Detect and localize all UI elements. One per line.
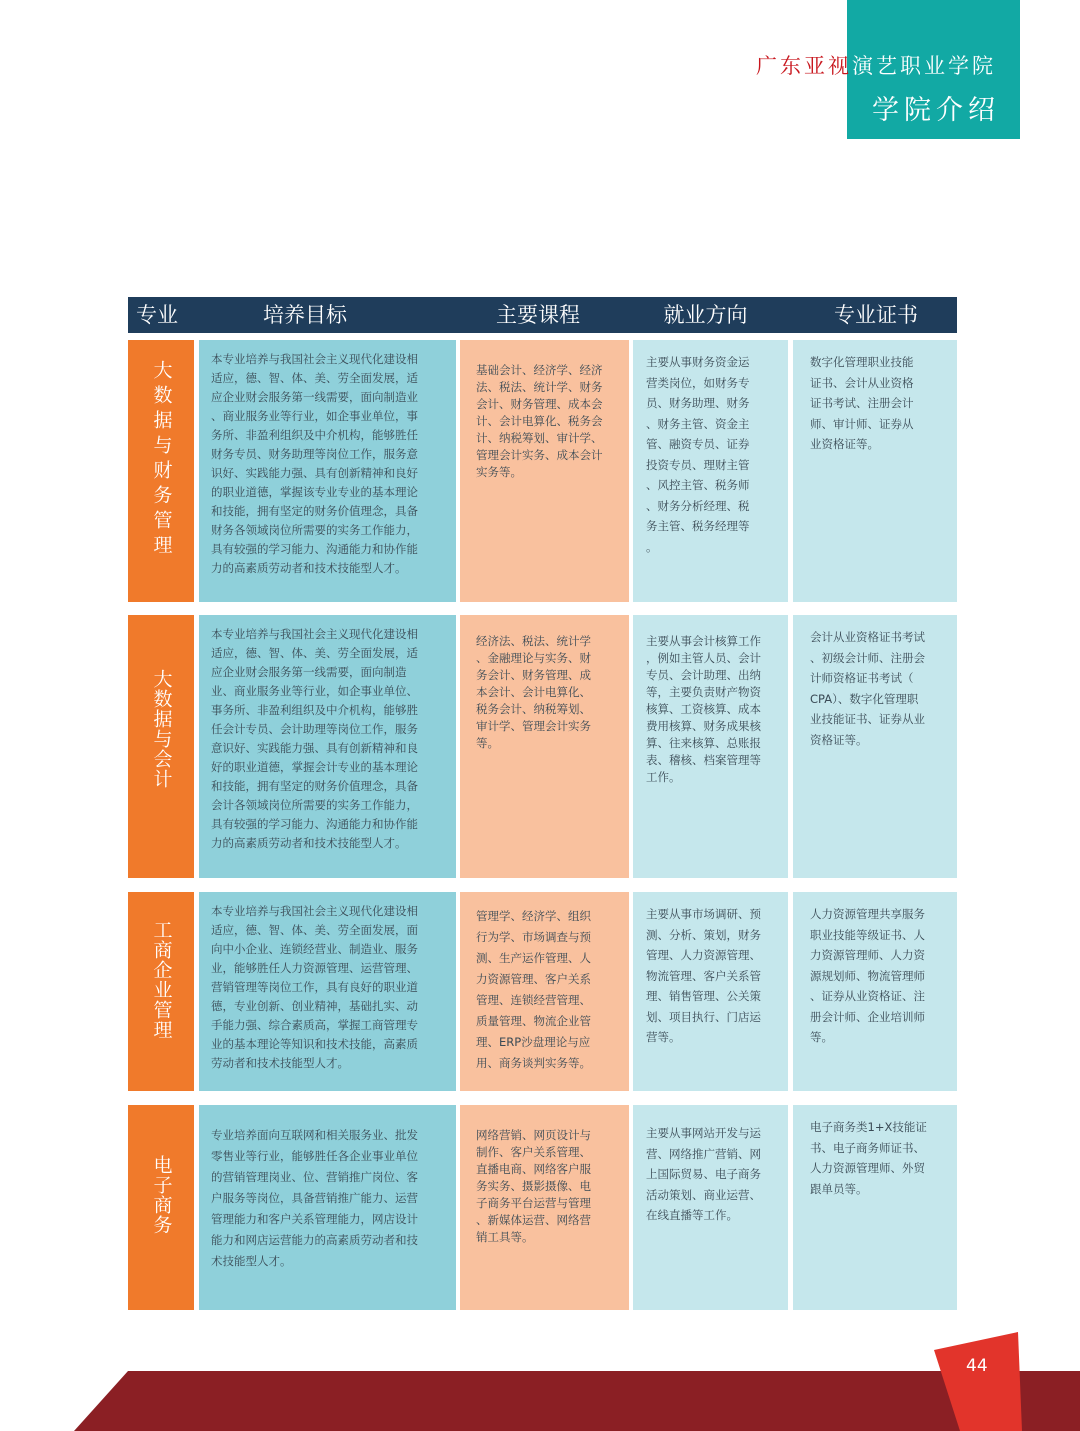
major-name: 电子商务 [150, 1155, 173, 1235]
table-row-courses [460, 1105, 629, 1310]
table-row-courses [460, 340, 629, 602]
table-row-jobs [633, 615, 788, 878]
table-row-jobs [633, 340, 788, 602]
table-row-goal [199, 892, 456, 1091]
table-row-certs [793, 340, 957, 602]
certs-text: 会计从业资格证书考试 、初级会计师、注册会 计师资格证书考试（ CPA）、数字化管理职 业技能证书、证券从业 资格证等。 [810, 630, 925, 747]
table-row-jobs [633, 1105, 788, 1310]
table-row-major [128, 615, 194, 878]
college-name: 广东亚视演艺职业学院 [756, 54, 996, 78]
courses-text: 管理学、经济学、组织 行为学、市场调查与预 测、生产运作管理、人 力资源管理、客户关系 管理、连锁经营管理、 质量管理、物流企业管 理、ERP沙盘理论与应 用、商务谈判实务等。 [476, 909, 591, 1070]
column-header-certs: 专业证书 [834, 303, 918, 327]
column-header-courses: 主要课程 [496, 303, 580, 327]
table-row-certs [793, 892, 957, 1091]
goal-text: 专业培养面向互联网和相关服务业、批发 零售业等行业，能够胜任各企业事业单位 的营销管理岗业、位、营销推广岗位、客 户服务等岗位，具备营销推广能力、运营 管理能力和客户关系管理能力，网店设计 能力和网店运营能力的高素质劳动者和技 术技能型人才。 [211, 1128, 418, 1268]
table-row-major [128, 1105, 194, 1310]
certs-text: 人力资源管理共享服务 职业技能等级证书、人 力资源管理师、人力资 源规划师、物流管理师 、证券从业资格证、注 册会计师、企业培训师 等。 [810, 907, 925, 1044]
major-name: 大数据与财务管理 [150, 360, 173, 560]
courses-text: 基础会计、经济学、经济 法、税法、统计学、财务 会计、财务管理、成本会 计、会计电算化、税务会 计、纳税筹划、审计学、 管理会计实务、成本会计 实务等。 [476, 363, 603, 479]
table-row-courses [460, 615, 629, 878]
major-name: 工商企业管理 [150, 920, 173, 1040]
column-header-major: 专业 [136, 303, 178, 327]
table-row-certs [793, 615, 957, 878]
table-row-major [128, 892, 194, 1091]
section-title: 学院介绍 [872, 95, 1000, 126]
table-row-jobs [633, 892, 788, 1091]
goal-text: 本专业培养与我国社会主义现代化建设相 适应，德、智、体、美、劳全面发展，面 向中小企业、连锁经营业、制造业、服务 业，能够胜任人力资源管理、运营管理、 营销管理等岗位工作，具有良好的职业道 德，专业创新、创业精神，基础扎实、动 手能力强、综合素质高，掌握工商管理专 业的基本理论等知识和技术技能，高素质 劳动者和技术技能型人才。 [211, 904, 418, 1070]
page-number-tab [930, 1332, 1022, 1431]
jobs-text: 主要从事市场调研、预 测、分析、策划，财务 管理、人力资源管理、 物流管理、客户关系管 理、销售管理、公关策 划、项目执行、门店运 营等。 [646, 907, 761, 1044]
table-header [128, 297, 957, 333]
goal-text: 本专业培养与我国社会主义现代化建设相 适应，德、智、体、美、劳全面发展，适 应企业财会服务第一线需要，面向制造业 、商业服务业等行业，如企事业单位，事 务所、非盈利组织及中介机构，能够胜任 财务专员、财务助理等岗位工作，服务意 识好、实践能力强、具有创新精神和良好 的职业道德，掌握该专业专业的基本理论 和技能，拥有坚定的财务价值理念，具备 财务各领域岗位所需要的实务工作能力， 具有较强的学习能力、沟通能力和协作能 力的高素质劳动者和技术技能型人才。 [211, 352, 418, 575]
table-row-courses [460, 892, 629, 1091]
footer-band [0, 1371, 1080, 1431]
jobs-text: 主要从事会计核算工作 ，例如主管人员、会计 专员、会计助理、出纳 等，主要负责财产物资 核算、工资核算、成本 费用核算、财务成果核 算、往来核算、总账报 表、稽核、档案管理等 工作。 [646, 634, 761, 784]
major-name: 大数据与会计 [150, 669, 173, 789]
page-number: 44 [966, 1356, 988, 1376]
table-row-certs [793, 1105, 957, 1310]
column-header-jobs: 就业方向 [663, 303, 748, 327]
goal-text: 本专业培养与我国社会主义现代化建设相 适应，德、智、体、美、劳全面发展，适 应企业财会服务第一线需要，面向制造 业、商业服务业等行业，如企事业单位、 事务所、非盈利组织及中介机构，能够胜 任会计专员、会计助理等岗位工作，服务 意识好、实践能力强、具有创新精神和良 好的职业道德，掌握会计专业的基本理论 和技能，拥有坚定的财务价值理念，具备 会计各领域岗位所需要的实务工作能力， 具有较强的学习能力、沟通能力和协作能 力的高素质劳动者和技术技能型人才。 [211, 627, 418, 850]
certs-text: 数字化管理职业技能 证书、会计从业资格 证书考试、注册会计 师、审计师、证券从 业资格证等。 [810, 355, 914, 451]
jobs-text: 主要从事网站开发与运 营、网络推广营销、网 上国际贸易、电子商务 活动策划、商业运营、 在线直播等工作。 [646, 1126, 761, 1222]
table-row-goal [199, 615, 456, 878]
table-row-goal [199, 340, 456, 602]
jobs-text: 主要从事财务资金运 营类岗位，如财务专 员、财务助理、财务 、财务主管、资金主 管、融资专员、证券 投资专员、理财主管 、风控主管、税务师 、财务分析经理、税 务主管、税务经理等 。 [646, 355, 750, 554]
column-header-goal: 培养目标 [263, 303, 347, 327]
courses-text: 经济法、税法、统计学 、金融理论与实务、财 务会计、财务管理、成 本会计、会计电算化、 税务会计、纳税筹划、 审计学、管理会计实务 等。 [476, 634, 591, 750]
courses-text: 网络营销、网页设计与 制作、客户关系管理、 直播电商、网络客户服 务实务、摄影摄像、电 子商务平台运营与管理 、新媒体运营、网络营 销工具等。 [476, 1128, 591, 1244]
table-row-goal [199, 1105, 456, 1310]
table-row-major [128, 340, 194, 602]
certs-text: 电子商务类1+X技能证 书、电子商务师证书、 人力资源管理师、外贸 跟单员等。 [810, 1120, 927, 1196]
